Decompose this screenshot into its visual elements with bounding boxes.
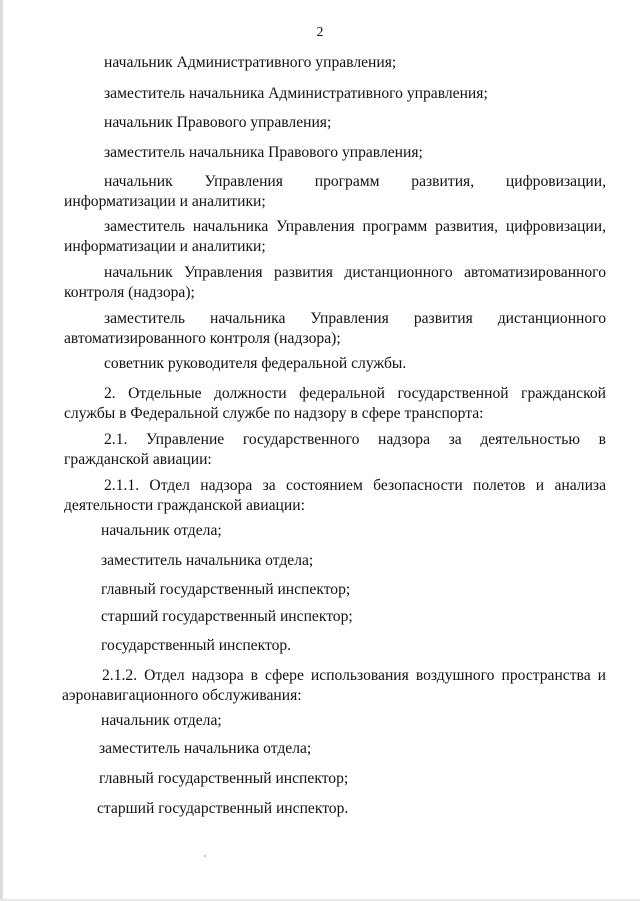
list-item: заместитель начальника отдела; [101, 552, 314, 569]
list-item: заместитель начальника Административного управления; [104, 85, 488, 102]
list-item: заместитель начальника отдела; [99, 740, 312, 757]
list-item: государственный инспектор. [101, 637, 292, 654]
list-item: начальник отдела; [101, 522, 222, 539]
list-item: советник руководителя федеральной службы. [104, 355, 407, 372]
section-heading: 2.1. Управление государственного надзора за деятельностью в гражданской авиации: [64, 431, 606, 468]
subsection-heading: 2.1.1. Отдел надзора за состоянием безопасности полетов и анализа деятельности гражданской авиации: [64, 477, 606, 514]
list-item: заместитель начальника Управления программ развития, цифровизации, информатизации и аналитики; [64, 218, 606, 255]
scan-edge-left [0, 0, 3, 901]
subsection-heading: 2.1.2. Отдел надзора в сфере использования воздушного пространства и аэронавигационного обслуживания: [62, 667, 606, 704]
list-item: старший государственный инспектор; [101, 608, 353, 625]
list-item: начальник Административного управления; [104, 54, 397, 71]
section-paragraph: 2. Отдельные должности федеральной государственной гражданской службы в Федеральной службе по надзору в сфере транспорта: [64, 385, 606, 422]
list-item: главный государственный инспектор; [99, 770, 349, 787]
list-item: главный государственный инспектор; [101, 581, 351, 598]
list-item: заместитель начальника Правового управления; [104, 144, 423, 161]
list-item: начальник Управления развития дистанционного автоматизированного контроля (надзора); [64, 264, 606, 301]
list-item: начальник Правового управления; [104, 114, 332, 131]
list-item: старший государственный инспектор. [97, 800, 349, 817]
page-number: 2 [316, 25, 324, 40]
list-item: начальник отдела; [101, 712, 222, 729]
scan-speck [204, 855, 206, 857]
list-item: начальник Управления программ развития, цифровизации, информатизации и аналитики; [64, 173, 606, 210]
list-item: заместитель начальника Управления развития дистанционного автоматизированного контроля (надзора); [64, 310, 606, 347]
